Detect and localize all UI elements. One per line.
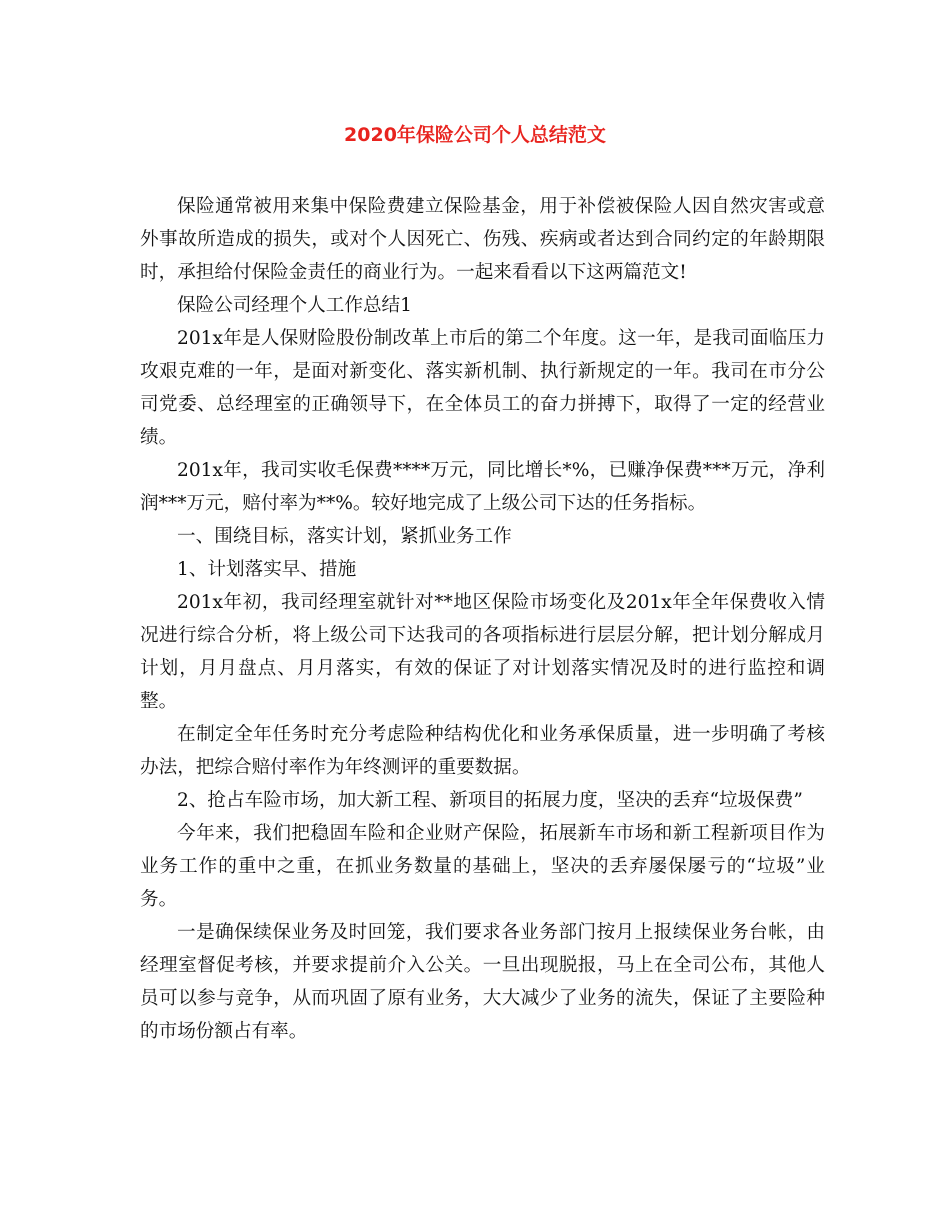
- subsection-heading-2: 2、抢占车险市场，加大新工程、新项目的拓展力度，坚决的丢弃“垃圾保费”: [177, 790, 803, 811]
- section-heading-1: 一、围绕目标，落实计划，紧抓业务工作: [177, 526, 512, 547]
- document-body: [140, 190, 825, 1048]
- paragraph-car-insurance: 今年来，我们把稳固车险和企业财产保险，拓展新车市场和新工程新项目作为业务工作的重中之重，在抓业务数量的基础上，坚决的丢弃屡保屡亏的“垃圾”业务。: [140, 823, 825, 910]
- section-heading-summary-1: 保险公司经理个人工作总结1: [177, 295, 412, 316]
- paragraph-results: 201x年，我司实收毛保费****万元，同比增长*%，已赚净保费***万元，净利润***万元，赔付率为**%。较好地完成了上级公司下达的任务指标。: [140, 460, 825, 514]
- document-title: 2020年保险公司个人总结范文: [344, 124, 606, 146]
- paragraph-plan: 201x年初，我司经理室就针对**地区保险市场变化及201x年全年保费收入情况进行综合分析，将上级公司下达我司的各项指标进行层层分解，把计划分解成月计划，月月盘点、月月落实，有效的保证了对计划落实情况及时的进行监控和调整。: [140, 592, 825, 712]
- paragraph-intro: 保险通常被用来集中保险费建立保险基金，用于补偿被保险人因自然灾害或意外事故所造成的损失，或对个人因死亡、伤残、疾病或者达到合同约定的年龄期限时，承担给付保险金责任的商业行为。一起来看看以下这两篇范文!: [140, 196, 825, 283]
- subsection-heading-1: 1、计划落实早、措施: [177, 559, 357, 580]
- paragraph-overview: 201x年是人保财险股份制改革上市后的第二个年度。这一年，是我司面临压力攻艰克难的一年，是面对新变化、落实新机制、执行新规定的一年。我司在市分公司党委、总经理室的正确领导下，在全体员工的奋力拼搏下，取得了一定的经营业绩。: [140, 328, 825, 448]
- paragraph-renewal: 一是确保续保业务及时回笼，我们要求各业务部门按月上报续保业务台帐，由经理室督促考核，并要求提前介入公关。一旦出现脱报，马上在全司公布，其他人员可以参与竞争，从而巩固了原有业务，大大减少了业务的流失，保证了主要险种的市场份额占有率。: [140, 922, 825, 1042]
- paragraph-assessment: 在制定全年任务时充分考虑险种结构优化和业务承保质量，进一步明确了考核办法，把综合赔付率作为年终测评的重要数据。: [140, 724, 825, 778]
